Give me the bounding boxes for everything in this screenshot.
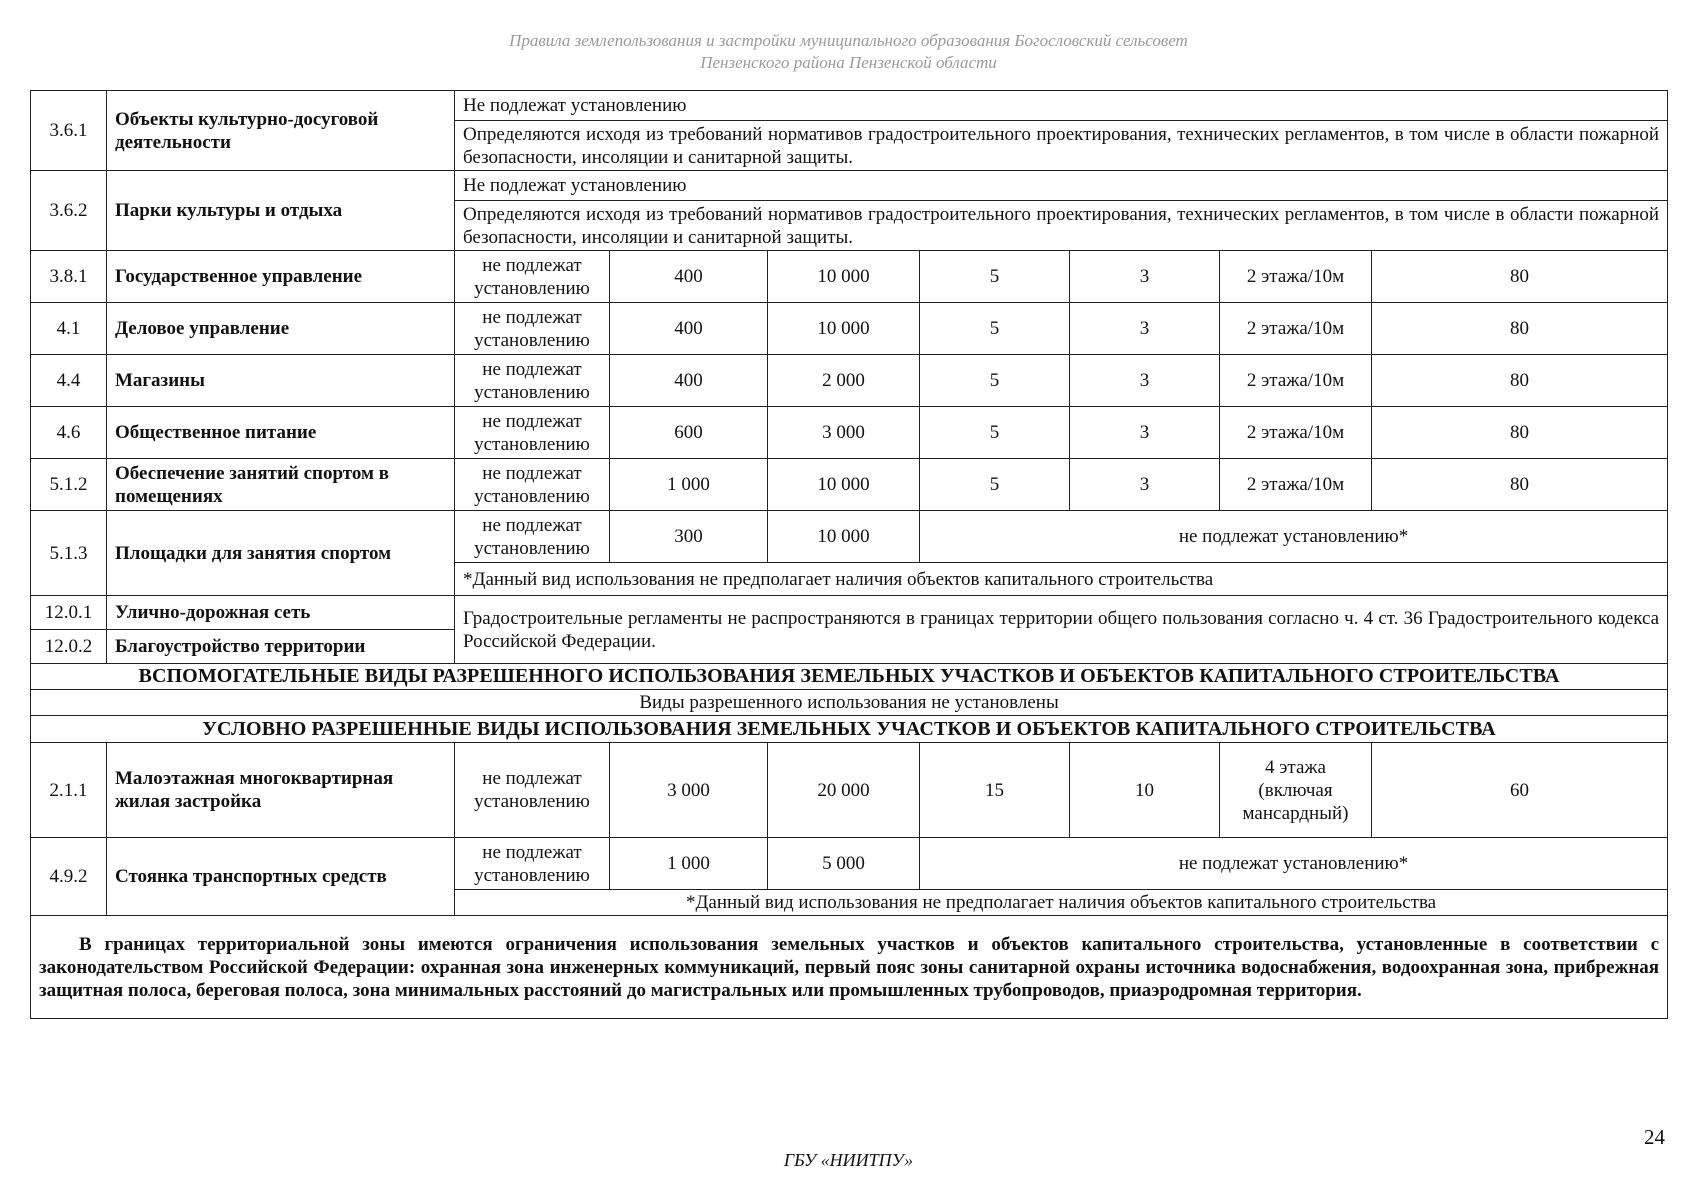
row-code: 4.9.2: [31, 838, 107, 916]
cell: 2 этажа/10м: [1220, 407, 1372, 459]
row-text: Не подлежат установлению: [455, 171, 1668, 201]
cell: 400: [610, 303, 768, 355]
table-row: [31, 916, 1668, 1019]
cell: не подлежат установлению: [455, 511, 610, 563]
row-name: Парки культуры и отдыха: [107, 171, 455, 251]
row-code: 4.4: [31, 355, 107, 407]
row-code: 3.6.1: [31, 91, 107, 171]
cell: 4 этажа (включая мансардный): [1220, 743, 1372, 838]
cell: не подлежат установлению: [455, 838, 610, 890]
cell: 80: [1372, 459, 1668, 511]
cell: 2 этажа/10м: [1220, 459, 1372, 511]
table-row: [31, 91, 1668, 121]
cell: 2 этажа/10м: [1220, 251, 1372, 303]
row-text: Определяются исходя из требований нормативов градостроительного проектирования, технических регламентов, в том числе в области пожарной безопасности, инсоляции и санитарной защиты.: [455, 201, 1668, 251]
footer: ГБУ «НИИТПУ»: [783, 1150, 914, 1170]
cell: 80: [1372, 407, 1668, 459]
row-name: Деловое управление: [107, 303, 455, 355]
cell: 10 000: [768, 459, 920, 511]
table-row: [31, 596, 1668, 630]
table-row: [31, 251, 1668, 303]
cell: 80: [1372, 303, 1668, 355]
section-heading: ВСПОМОГАТЕЛЬНЫЕ ВИДЫ РАЗРЕШЕННОГО ИСПОЛЬЗОВАНИЯ ЗЕМЕЛЬНЫХ УЧАСТКОВ И ОБЪЕКТОВ КАПИТАЛЬНОГО СТРОИТЕЛЬСТВА: [31, 664, 1668, 690]
row-code: 2.1.1: [31, 743, 107, 838]
cell: 3: [1070, 303, 1220, 355]
row-code: 12.0.2: [31, 630, 107, 664]
cell: 60: [1372, 743, 1668, 838]
regulations-table: [30, 90, 1668, 1019]
cell: 10 000: [768, 511, 920, 563]
cell: 3: [1070, 459, 1220, 511]
row-code: 3.8.1: [31, 251, 107, 303]
cell: 3 000: [610, 743, 768, 838]
header-line-1: Правила землепользования и застройки муниципального образования Богословский сельсовет: [509, 31, 1188, 50]
cell: 400: [610, 251, 768, 303]
cell: 600: [610, 407, 768, 459]
cell: 3 000: [768, 407, 920, 459]
table-row: [31, 664, 1668, 690]
row-text: Градостроительные регламенты не распространяются в границах территории общего пользования согласно ч. 4 ст. 36 Градостроительного кодекса Российской Федерации.: [455, 596, 1668, 664]
row-text: Не подлежат установлению: [455, 91, 1668, 121]
row-code: 5.1.3: [31, 511, 107, 596]
cell: 5: [920, 407, 1070, 459]
cell: 5 000: [768, 838, 920, 890]
header-line-2: Пензенского района Пензенской области: [700, 53, 997, 72]
section-heading: УСЛОВНО РАЗРЕШЕННЫЕ ВИДЫ ИСПОЛЬЗОВАНИЯ ЗЕМЕЛЬНЫХ УЧАСТКОВ И ОБЪЕКТОВ КАПИТАЛЬНОГО СТРОИТЕЛЬСТВА: [31, 716, 1668, 743]
row-name: Обеспечение занятий спортом в помещениях: [107, 459, 455, 511]
cell: 2 этажа/10м: [1220, 303, 1372, 355]
cell: 3: [1070, 251, 1220, 303]
row-name: Улично-дорожная сеть: [107, 596, 455, 630]
cell: 10: [1070, 743, 1220, 838]
table-row: [31, 303, 1668, 355]
row-name: Малоэтажная многоквартирная жилая застройка: [107, 743, 455, 838]
table-row: [31, 171, 1668, 201]
cell: 1 000: [610, 459, 768, 511]
row-code: 3.6.2: [31, 171, 107, 251]
page-number: 24: [1644, 1125, 1665, 1149]
merged-cell: не подлежат установлению*: [920, 511, 1668, 563]
cell: 5: [920, 459, 1070, 511]
cell: 5: [920, 303, 1070, 355]
table-row: [31, 459, 1668, 511]
table-row: [31, 511, 1668, 563]
cell: 2 этажа/10м: [1220, 355, 1372, 407]
cell: 400: [610, 355, 768, 407]
row-name: Стоянка транспортных средств: [107, 838, 455, 916]
cell: 80: [1372, 251, 1668, 303]
cell: не подлежат установлению: [455, 303, 610, 355]
row-name: Объекты культурно-досуговой деятельности: [107, 91, 455, 171]
cell: не подлежат установлению: [455, 407, 610, 459]
row-code: 5.1.2: [31, 459, 107, 511]
cell: 1 000: [610, 838, 768, 890]
cell: не подлежат установлению: [455, 743, 610, 838]
footnote: *Данный вид использования не предполагает наличия объектов капитального строительства: [455, 890, 1668, 916]
row-code: 4.1: [31, 303, 107, 355]
merged-cell: не подлежат установлению*: [920, 838, 1668, 890]
row-code: 12.0.1: [31, 596, 107, 630]
cell: 5: [920, 355, 1070, 407]
restrictions-note: [31, 916, 1668, 1019]
cell: 10 000: [768, 303, 920, 355]
cell: 2 000: [768, 355, 920, 407]
footnote: *Данный вид использования не предполагает наличия объектов капитального строительства: [455, 563, 1668, 596]
cell: 3: [1070, 407, 1220, 459]
row-name: Государственное управление: [107, 251, 455, 303]
row-name: Благоустройство территории: [107, 630, 455, 664]
cell: 10 000: [768, 251, 920, 303]
cell: 80: [1372, 355, 1668, 407]
cell: 5: [920, 251, 1070, 303]
cell: 300: [610, 511, 768, 563]
table-row: [31, 690, 1668, 716]
cell: не подлежат установлению: [455, 459, 610, 511]
section-text: Виды разрешенного использования не установлены: [31, 690, 1668, 716]
cell: 3: [1070, 355, 1220, 407]
table-row: [31, 743, 1668, 838]
table-row: [31, 355, 1668, 407]
cell: 20 000: [768, 743, 920, 838]
row-code: 4.6: [31, 407, 107, 459]
table-row: [31, 838, 1668, 890]
restrictions-note-text: В границах территориальной зоны имеются ограничения использования земельных участков и объектов капитального строительства, установленные в соответствии с законодательством Российской Федерации: охранная зона инженерных коммуникаций, первый пояс зоны санитарной охраны источника водоснабжения, водоохранная зона, прибрежная защитная полоса, береговая полоса, зона минимальных расстояний до магистральных или промышленных трубопроводов, приаэродромная территория.: [39, 933, 1660, 1001]
table-row: [31, 716, 1668, 743]
cell: не подлежат установлению: [455, 355, 610, 407]
row-name: Общественное питание: [107, 407, 455, 459]
row-name: Площадки для занятия спортом: [107, 511, 455, 596]
cell: не подлежат установлению: [455, 251, 610, 303]
running-header: [0, 30, 1697, 74]
cell: 15: [920, 743, 1070, 838]
table-row: [31, 407, 1668, 459]
row-text: Определяются исходя из требований нормативов градостроительного проектирования, технических регламентов, в том числе в области пожарной безопасности, инсоляции и санитарной защиты.: [455, 121, 1668, 171]
row-name: Магазины: [107, 355, 455, 407]
